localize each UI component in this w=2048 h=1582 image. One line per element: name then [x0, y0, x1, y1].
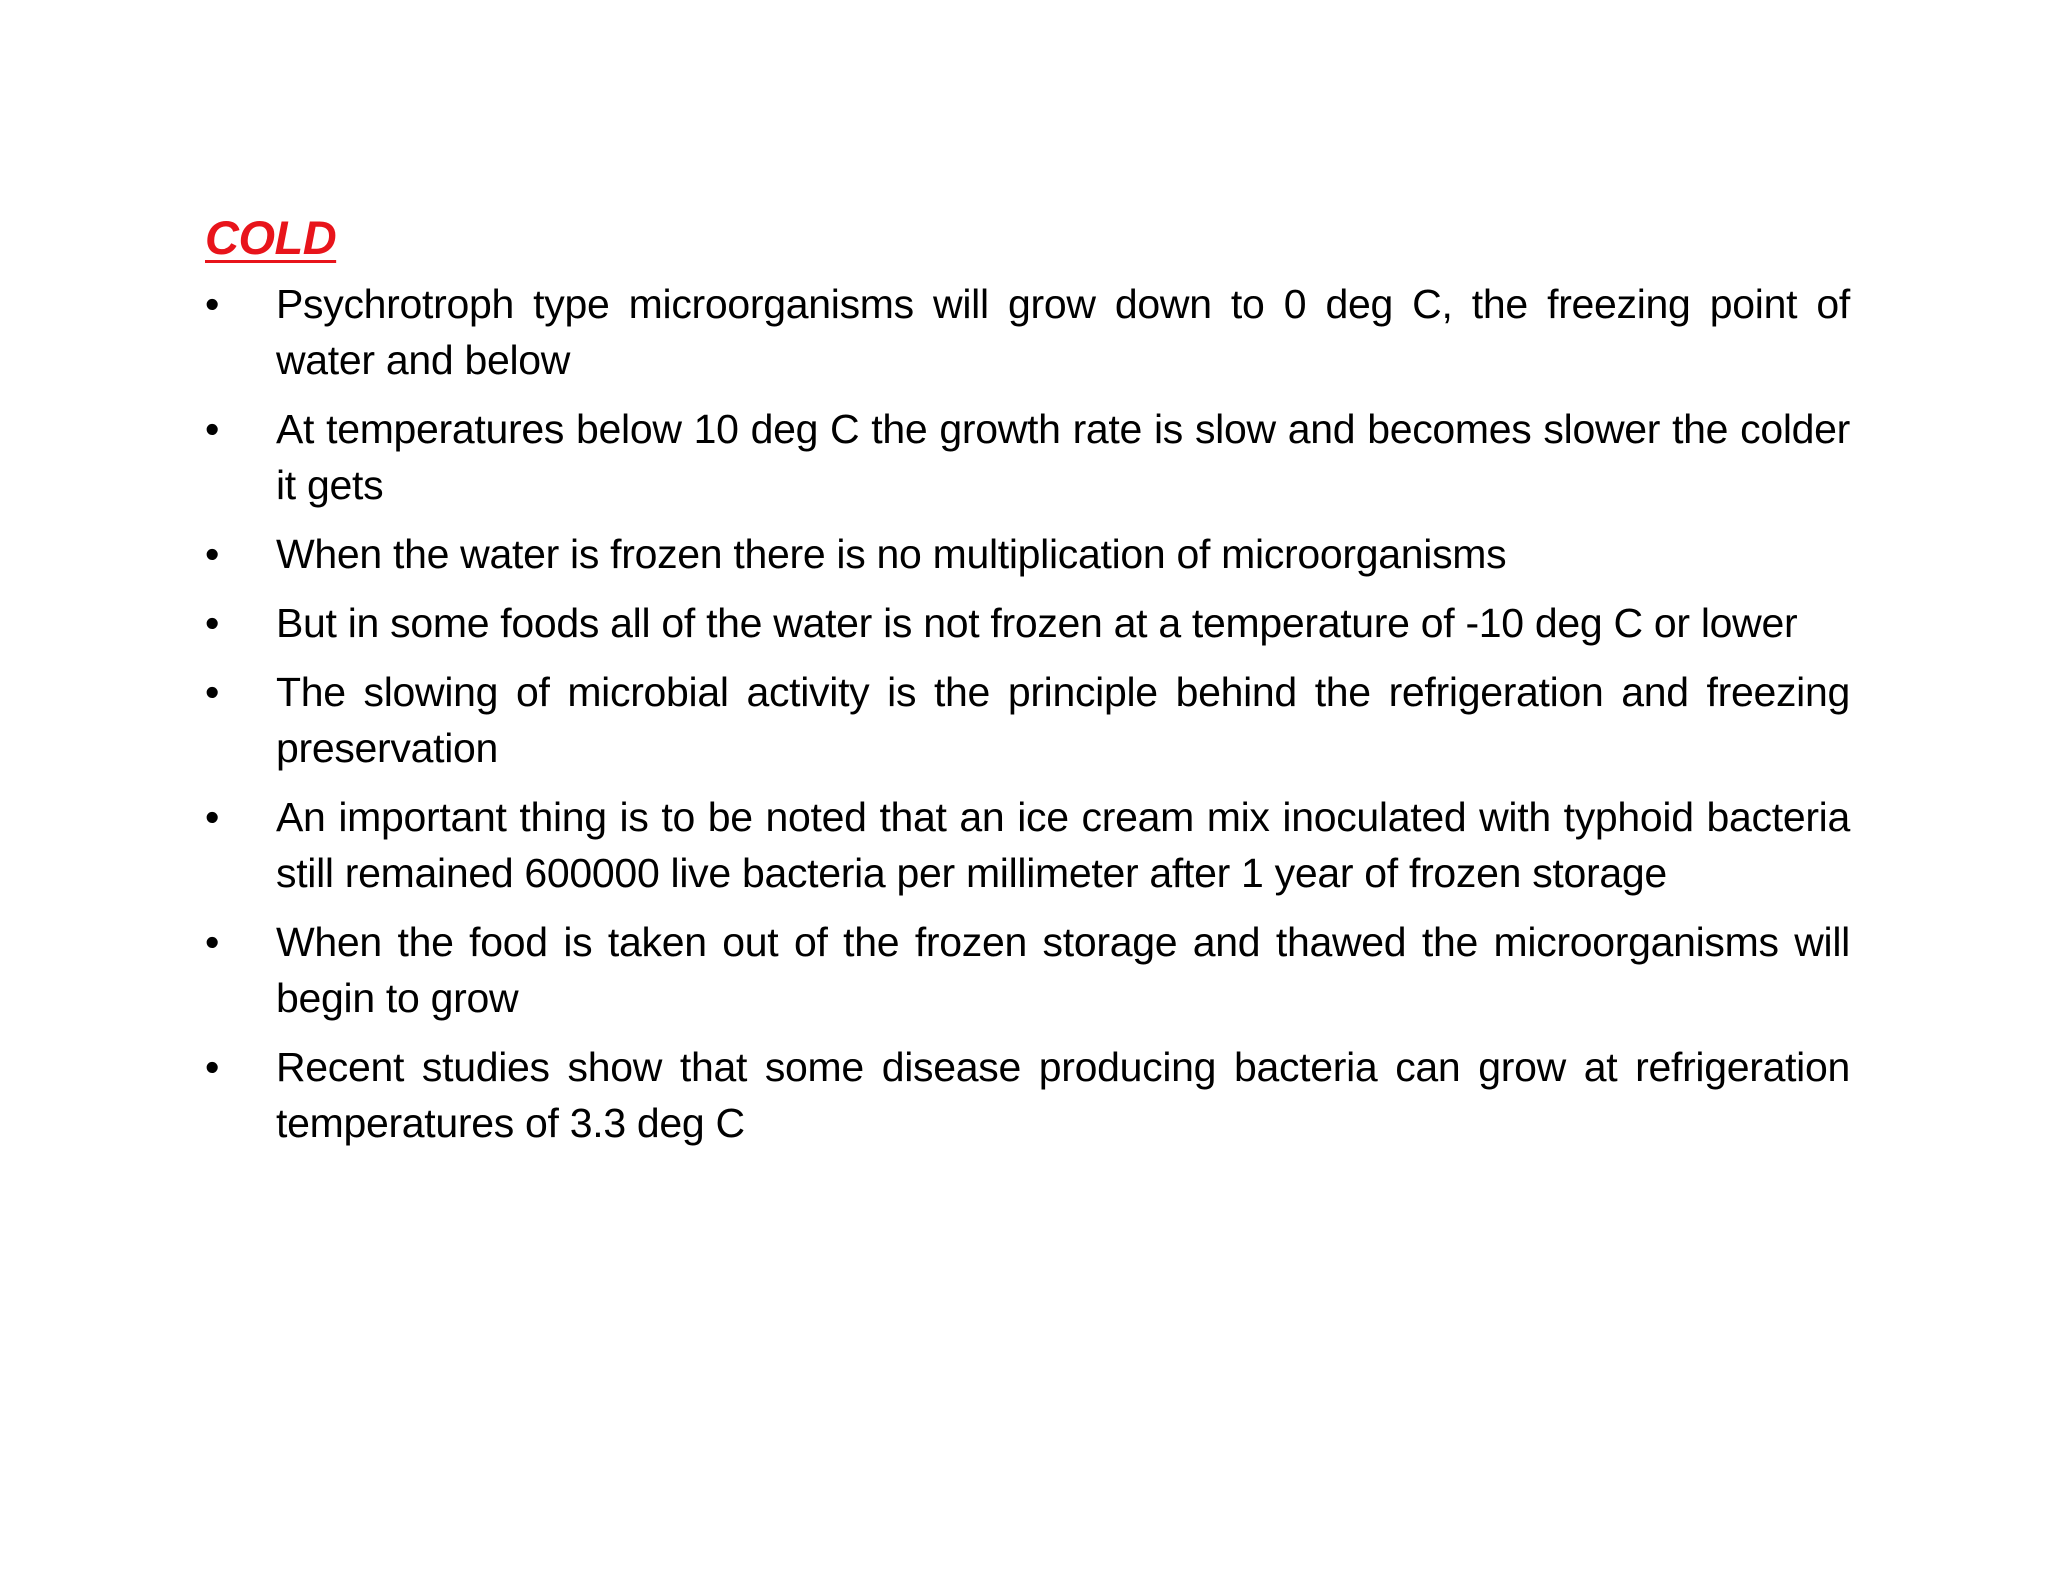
bullet-text: The slowing of microbial activity is the principle behind the refrigeration and freezing preservation — [276, 669, 1850, 771]
bullet-item — [205, 276, 1850, 388]
bullet-text: When the water is frozen there is no multiplication of microorganisms — [276, 531, 1507, 577]
bullet-list — [205, 276, 1850, 1151]
bullet-text: But in some foods all of the water is not frozen at a temperature of -10 deg C or lower — [276, 600, 1798, 646]
bullet-text: Recent studies show that some disease producing bacteria can grow at refrigeration temperatures of 3.3 deg C — [276, 1044, 1850, 1146]
bullet-text: When the food is taken out of the frozen storage and thawed the microorganisms will begin to grow — [276, 919, 1850, 1021]
bullet-item — [205, 664, 1850, 776]
bullet-icon: • — [205, 531, 220, 577]
bullet-text: An important thing is to be noted that an ice cream mix inoculated with typhoid bacteria still remained 600000 live bacteria per millimeter after 1 year of frozen storage — [276, 794, 1850, 896]
bullet-item — [205, 789, 1850, 901]
bullet-icon: • — [205, 794, 220, 840]
bullet-icon: • — [205, 406, 220, 452]
bullet-icon: • — [205, 1044, 220, 1090]
bullet-icon: • — [205, 669, 220, 715]
bullet-item — [205, 914, 1850, 1026]
bullet-item — [205, 595, 1850, 651]
bullet-icon: • — [205, 919, 220, 965]
bullet-icon: • — [205, 600, 220, 646]
bullet-item — [205, 1039, 1850, 1151]
bullet-text: At temperatures below 10 deg C the growth rate is slow and becomes slower the colder it gets — [276, 406, 1850, 508]
bullet-item — [205, 401, 1850, 513]
bullet-item — [205, 526, 1850, 582]
slide-content — [205, 210, 1850, 1164]
bullet-text: Psychrotroph type microorganisms will grow down to 0 deg C, the freezing point of water and below — [276, 281, 1850, 383]
bullet-icon: • — [205, 281, 220, 327]
slide-heading: COLD — [205, 211, 337, 264]
